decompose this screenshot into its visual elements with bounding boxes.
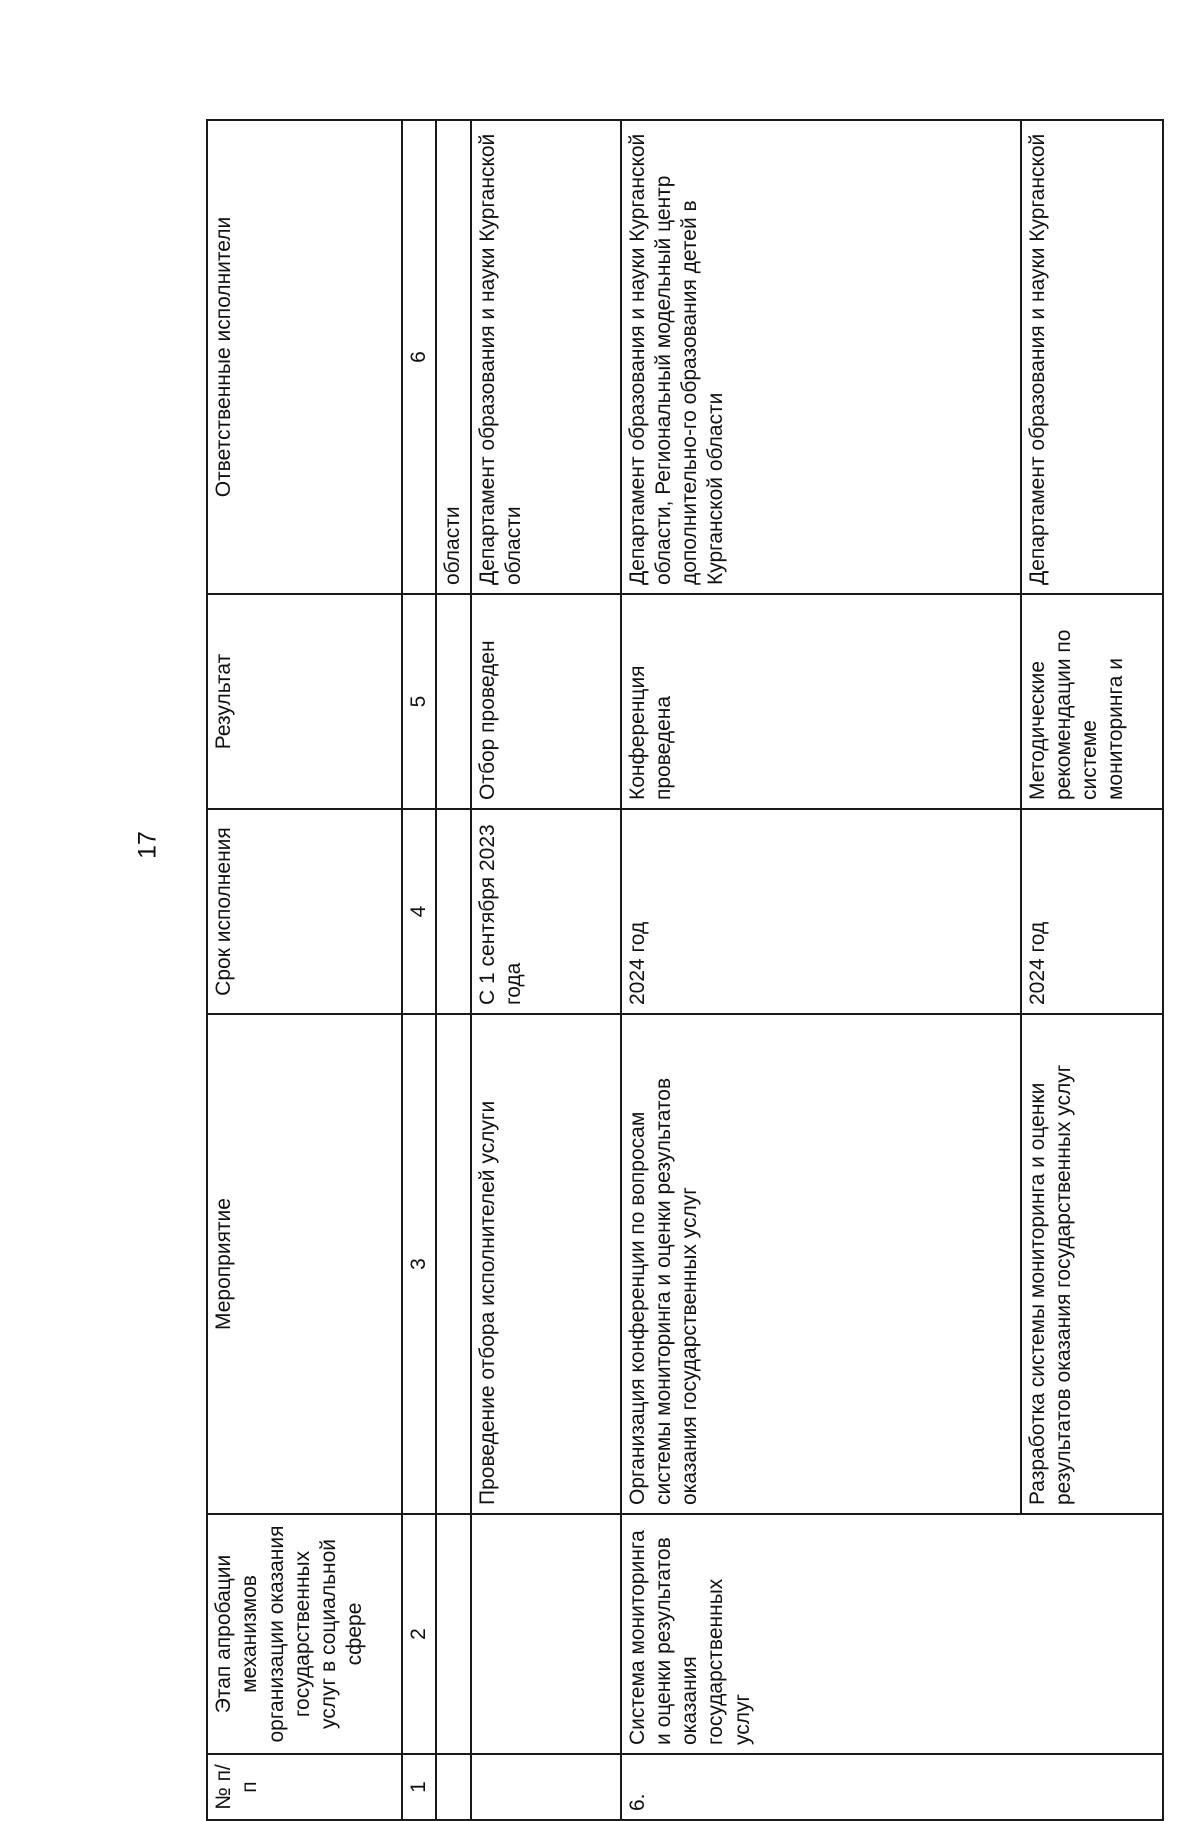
table-cell xyxy=(471,1754,621,1820)
table-cell: Департамент образования и науки Курганской области, Региональный модельный центр дополнительно-го образования детей в Курганской области xyxy=(621,120,1021,594)
table-cell: Методические рекомендации по системе мониторинга и xyxy=(1021,594,1163,809)
table-cell: Департамент образования и науки Курганской области xyxy=(471,120,621,594)
table-cell: Разработка системы мониторинга и оценки результатов оказания государственных услуг xyxy=(1021,1014,1163,1514)
column-number: 5 xyxy=(402,594,436,809)
table-cell: области xyxy=(436,120,470,594)
table-cell: Проведение отбора исполнителей услуги xyxy=(471,1014,621,1514)
table-cell: 6. xyxy=(621,1754,1163,1820)
page-number: 17 xyxy=(133,831,162,859)
column-number: 6 xyxy=(402,120,436,594)
table-cell: Система мониторинга и оценки результатов оказания государственных услуг xyxy=(621,1514,1163,1754)
table-cell: Департамент образования и науки Курганской xyxy=(1021,120,1163,594)
column-number: 4 xyxy=(402,809,436,1014)
header-cell: Мероприятие xyxy=(207,1014,402,1514)
table-cell xyxy=(471,1514,621,1754)
table-cell: С 1 сентября 2023 года xyxy=(471,809,621,1014)
table-row xyxy=(471,120,621,1820)
column-number: 1 xyxy=(402,1754,436,1820)
table-cell: 2024 год xyxy=(1021,809,1163,1014)
table-header-row xyxy=(207,120,402,1820)
header-cell: № п/п xyxy=(207,1754,402,1820)
table-cell xyxy=(436,1014,470,1514)
table-cell: Конференция проведена xyxy=(621,594,1021,809)
header-cell: Срок исполнения xyxy=(207,809,402,1014)
column-number: 2 xyxy=(402,1514,436,1754)
column-number-row xyxy=(402,120,436,1820)
header-cell: Этап апробации механизмов организации оказания государственных услуг в социальной сфере xyxy=(207,1514,402,1754)
plan-table xyxy=(206,119,1164,1821)
column-number: 3 xyxy=(402,1014,436,1514)
table-cell xyxy=(436,809,470,1014)
table-cell xyxy=(436,1754,470,1820)
table-cell: Организация конференции по вопросам системы мониторинга и оценки результатов оказания государственных услуг xyxy=(621,1014,1021,1514)
table-cell: 2024 год xyxy=(621,809,1021,1014)
table-row xyxy=(436,120,470,1820)
table-row xyxy=(621,120,1021,1820)
table-cell xyxy=(436,594,470,809)
table-cell xyxy=(436,1514,470,1754)
table-cell: Отбор проведен xyxy=(471,594,621,809)
header-cell: Результат xyxy=(207,594,402,809)
rotated-page-content xyxy=(206,121,1151,1821)
header-cell: Ответственные исполнители xyxy=(207,120,402,594)
